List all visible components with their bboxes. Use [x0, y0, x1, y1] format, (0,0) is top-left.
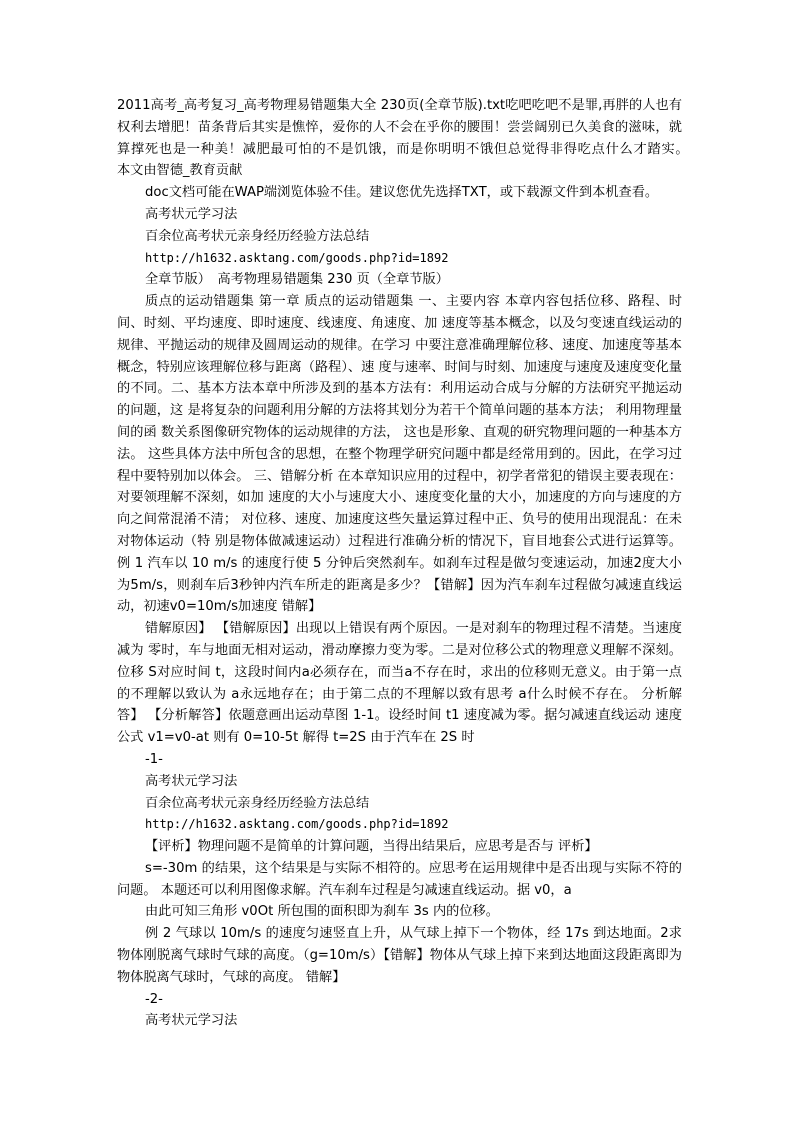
- body-paragraph-4: 由此可知三角形 v0Ot 所包围的面积即为刹车 3s 内的位移。: [145, 904, 499, 920]
- body-paragraph-1: 质点的运动错题集 第一章 质点的运动错题集 一、主要内容 本章内容包括位移、路程、时间、时刻、平均速度、即时速度、线速度、角速度、加 速度等基本概念，以及匀变速直线运动的规律、平抛运动的规律及圆周运动的规律。在学习 中要注意准确理解位移、速度、加速度等基本概念，特别应该理解位移与距离（路程）、速 度与速率、时间与时刻、加速度与速度及速度变化量的不同。二、基本方法本章中所涉及到的基本方法有：利用运动合成与分解的方法研究平抛运动的问题，这 是将复杂的问题利用分解的方法将其划分为若干个简单问题的基本方法； 利用物理量间的函 数关系图像研究物体的运动规律的方法， 这也是形象、直观的研究物理问题的一种基本方法。 这些具体方法中所包含的思想，在整个物理学研究问题中都是经常用到的。因此，在学习过 程中要特别加以体会。 三、错解分析 在本章知识应用的过程中，初学者常犯的错误主要表现在：对要领理解不深刻，如加 速度的大小与速度大小、速度变化量的大小，加速度的方向与速度的方向之间常混淆不清； 对位移、速度、加速度这些矢量运算过程中正、负号的使用出现混乱：在未对物体运动（特 别是物体做减速运动）过程进行准确分析的情况下，盲目地套公式进行运算等。 例 1 汽车以 10 m/s 的速度行使 5 分钟后突然刹车。如刹车过程是做匀变速运动，加速2度大小为5m/s，则刹车后3秒钟内汽车所走的距离是多少？【错解】因为汽车刹车过程做匀减速直线运动，初速v0=10m/s加速度 错解】: [117, 294, 682, 615]
- intro-paragraph: 2011高考_高考复习_高考物理易错题集大全 230页(全章节版).txt吃吧吃吧不是罪,再胖的人也有权利去增肥！苗条背后其实是憔悴，爱你的人不会在乎你的腰围！尝尝阔别已久美食的滋味，就算撑死也是一种美！减肥最可怕的不是饥饿，而是你明明不饿但总觉得非得吃点什么才踏实。 本文由智德_教育贡献: [117, 98, 709, 179]
- document-page: [117, 95, 709, 1032]
- header-brand: 高考状元学习法: [145, 206, 238, 222]
- page-number: -1-: [145, 751, 163, 767]
- edition-line: 全章节版） 高考物理易错题集 230 页（全章节版）: [145, 272, 449, 288]
- header-url[interactable]: http://h1632.asktang.com/goods.php?id=1892: [145, 250, 449, 265]
- body-paragraph-2: 错解原因】 【错解原因】出现以上错误有两个原因。一是对刹车的物理过程不清楚。当速度减为 零时，车与地面无相对运动，滑动摩擦力变为零。二是对位移公式的物理意义理解不深刻。 位移 S对应时间 t，这段时间内a必须存在，而当a不存在时，求出的位移则无意义。由于第一点的不理解以致认为 a永远地存在；由于第二点的不理解以致有思考 a什么时候不存在。 分析解答】 【分析解答】依题意画出运动草图 1-1。设经时间 t1 速度减为零。据匀减速直线运动 速度公式 v1=v0-at 则有 0=10-5t 解得 t=2S 由于汽车在 2S 时: [117, 621, 682, 746]
- evaluation-line: 【评析】物理问题不是简单的计算问题，当得出结果后，应思考是否与 评析】: [145, 839, 598, 855]
- body-paragraph-3: s=-30m 的结果，这个结果是与实际不相符的。应思考在运用规律中是否出现与实际不符的 问题。 本题还可以利用图像求解。汽车刹车过程是匀减速直线运动。据 v0，a: [117, 860, 682, 898]
- body-paragraph-5: 例 2 气球以 10m/s 的速度匀速竖直上升，从气球上掉下一个物体，经 17s 到达地面。2求物体刚脱离气球时气球的高度。（g=10m/s）【错解】物体从气球上掉下来到达地面这段距离即为物体脱离气球时，气球的高度。 错解】: [117, 926, 682, 985]
- header-subtitle: 百余位高考状元亲身经历经验方法总结: [145, 795, 370, 811]
- header-brand: 高考状元学习法: [145, 1013, 238, 1029]
- header-url[interactable]: http://h1632.asktang.com/goods.php?id=1892: [145, 817, 449, 832]
- doc-notice: doc文档可能在WAP端浏览体验不佳。建议您优先选择TXT，或下载源文件到本机查看。: [145, 185, 659, 201]
- header-brand: 高考状元学习法: [145, 773, 238, 789]
- header-subtitle: 百余位高考状元亲身经历经验方法总结: [145, 228, 370, 244]
- page-number: -2-: [145, 991, 163, 1007]
